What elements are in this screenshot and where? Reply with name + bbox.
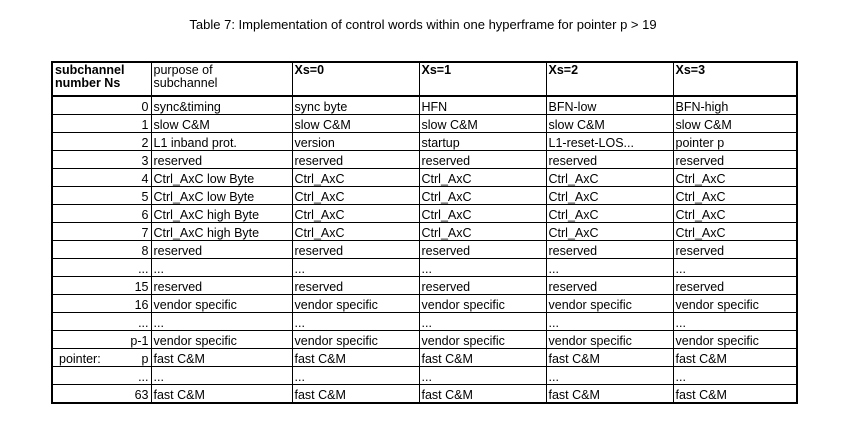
subchannel-number: 15 bbox=[134, 280, 149, 294]
cell-xs0: version bbox=[292, 133, 419, 151]
cell-xs1: reserved bbox=[419, 151, 546, 169]
cell-xs0: Ctrl_AxC bbox=[292, 187, 419, 205]
cell-xs0: ... bbox=[292, 259, 419, 277]
cell-xs0: ... bbox=[292, 367, 419, 385]
subchannel-number: 1 bbox=[141, 118, 149, 132]
cell-xs0: vendor specific bbox=[292, 331, 419, 349]
cell-xs3: vendor specific bbox=[673, 295, 797, 313]
header-xs1: Xs=1 bbox=[419, 62, 546, 96]
cell-xs1: Ctrl_AxC bbox=[419, 169, 546, 187]
cell-xs1: reserved bbox=[419, 241, 546, 259]
cell-xs0: fast C&M bbox=[292, 349, 419, 367]
cell-xs2: Ctrl_AxC bbox=[546, 169, 673, 187]
cell-xs1: HFN bbox=[419, 96, 546, 115]
table-row bbox=[52, 115, 797, 133]
table-row bbox=[52, 349, 797, 367]
subchannel-number: p-1 bbox=[130, 334, 149, 348]
cell-xs3: fast C&M bbox=[673, 385, 797, 404]
cell-xs2: Ctrl_AxC bbox=[546, 205, 673, 223]
cell-xs2: slow C&M bbox=[546, 115, 673, 133]
header-purpose-line1: purpose of bbox=[153, 63, 213, 77]
cell-purpose: ... bbox=[151, 259, 292, 277]
cell-purpose: Ctrl_AxC low Byte bbox=[151, 187, 292, 205]
cell-xs0: Ctrl_AxC bbox=[292, 223, 419, 241]
cell-xs2: Ctrl_AxC bbox=[546, 223, 673, 241]
cell-purpose: reserved bbox=[151, 151, 292, 169]
cell-xs1: ... bbox=[419, 367, 546, 385]
cell-xs2: vendor specific bbox=[546, 331, 673, 349]
subchannel-number: ... bbox=[138, 316, 149, 330]
cell-xs1: fast C&M bbox=[419, 385, 546, 404]
cell-purpose: Ctrl_AxC low Byte bbox=[151, 169, 292, 187]
subchannel-number: 6 bbox=[141, 208, 149, 222]
header-purpose-line2: subchannel bbox=[153, 76, 218, 90]
cell-xs3: slow C&M bbox=[673, 115, 797, 133]
cell-xs2: vendor specific bbox=[546, 295, 673, 313]
cell-purpose: L1 inband prot. bbox=[151, 133, 292, 151]
cell-xs3: fast C&M bbox=[673, 349, 797, 367]
cell-subchannel-number bbox=[52, 187, 151, 205]
header-subchannel-line2: number Ns bbox=[55, 76, 121, 90]
cell-xs0: vendor specific bbox=[292, 295, 419, 313]
header-xs2: Xs=2 bbox=[546, 62, 673, 96]
cell-subchannel-number bbox=[52, 223, 151, 241]
subchannel-number: 5 bbox=[141, 190, 149, 204]
cell-subchannel-number bbox=[52, 331, 151, 349]
cell-purpose: fast C&M bbox=[151, 349, 292, 367]
cell-xs3: vendor specific bbox=[673, 331, 797, 349]
cell-xs2: Ctrl_AxC bbox=[546, 187, 673, 205]
cell-xs3: Ctrl_AxC bbox=[673, 169, 797, 187]
cell-purpose: ... bbox=[151, 313, 292, 331]
cell-xs3: Ctrl_AxC bbox=[673, 223, 797, 241]
table-row bbox=[52, 367, 797, 385]
cell-xs3: Ctrl_AxC bbox=[673, 205, 797, 223]
cell-xs2: L1-reset-LOS... bbox=[546, 133, 673, 151]
header-subchannel-line1: subchannel bbox=[55, 63, 125, 77]
table-caption: Table 7: Implementation of control words within one hyperframe for pointer p > 19 bbox=[189, 17, 657, 32]
cell-xs3: pointer p bbox=[673, 133, 797, 151]
table-row bbox=[52, 331, 797, 349]
subchannel-number: ... bbox=[138, 370, 149, 384]
cell-purpose: vendor specific bbox=[151, 331, 292, 349]
header-xs3: Xs=3 bbox=[673, 62, 797, 96]
cell-subchannel-number bbox=[52, 367, 151, 385]
table-row bbox=[52, 241, 797, 259]
cell-subchannel-number bbox=[52, 277, 151, 295]
cell-purpose: fast C&M bbox=[151, 385, 292, 404]
cell-purpose: vendor specific bbox=[151, 295, 292, 313]
subchannel-number: 16 bbox=[134, 298, 149, 312]
table-row bbox=[52, 96, 797, 115]
cell-xs2: BFN-low bbox=[546, 96, 673, 115]
cell-xs3: BFN-high bbox=[673, 96, 797, 115]
cell-xs2: fast C&M bbox=[546, 385, 673, 404]
table-row bbox=[52, 133, 797, 151]
cell-xs1: Ctrl_AxC bbox=[419, 223, 546, 241]
subchannel-number: 63 bbox=[134, 388, 149, 402]
cell-xs2: reserved bbox=[546, 151, 673, 169]
cell-xs0: Ctrl_AxC bbox=[292, 205, 419, 223]
cell-subchannel-number bbox=[52, 259, 151, 277]
cell-xs1: Ctrl_AxC bbox=[419, 187, 546, 205]
cell-xs2: fast C&M bbox=[546, 349, 673, 367]
subchannel-number: 7 bbox=[141, 226, 149, 240]
cell-xs0: reserved bbox=[292, 277, 419, 295]
cell-subchannel-number bbox=[52, 349, 151, 367]
subchannel-number: 0 bbox=[141, 100, 149, 114]
cell-subchannel-number bbox=[52, 205, 151, 223]
cell-xs1: vendor specific bbox=[419, 331, 546, 349]
control-words-table bbox=[51, 61, 798, 404]
subchannel-number: 8 bbox=[141, 244, 149, 258]
header-purpose bbox=[151, 62, 292, 96]
cell-xs0: ... bbox=[292, 313, 419, 331]
cell-xs0: slow C&M bbox=[292, 115, 419, 133]
cell-subchannel-number bbox=[52, 169, 151, 187]
subchannel-number: 3 bbox=[141, 154, 149, 168]
cell-purpose: slow C&M bbox=[151, 115, 292, 133]
header-xs0: Xs=0 bbox=[292, 62, 419, 96]
cell-subchannel-number bbox=[52, 133, 151, 151]
cell-xs0: fast C&M bbox=[292, 385, 419, 404]
cell-xs1: vendor specific bbox=[419, 295, 546, 313]
cell-xs2: reserved bbox=[546, 277, 673, 295]
cell-xs1: Ctrl_AxC bbox=[419, 205, 546, 223]
table-row bbox=[52, 169, 797, 187]
subchannel-number: 4 bbox=[141, 172, 149, 186]
cell-xs1: fast C&M bbox=[419, 349, 546, 367]
cell-xs3: ... bbox=[673, 313, 797, 331]
cell-subchannel-number bbox=[52, 96, 151, 115]
table-row bbox=[52, 187, 797, 205]
cell-subchannel-number bbox=[52, 313, 151, 331]
table-row bbox=[52, 205, 797, 223]
cell-subchannel-number bbox=[52, 151, 151, 169]
cell-subchannel-number bbox=[52, 115, 151, 133]
cell-xs1: startup bbox=[419, 133, 546, 151]
cell-xs3: ... bbox=[673, 259, 797, 277]
cell-xs2: ... bbox=[546, 259, 673, 277]
table-row bbox=[52, 313, 797, 331]
cell-xs2: ... bbox=[546, 313, 673, 331]
cell-purpose: sync&timing bbox=[151, 96, 292, 115]
subchannel-number: p bbox=[141, 352, 149, 366]
cell-purpose: ... bbox=[151, 367, 292, 385]
cell-xs0: sync byte bbox=[292, 96, 419, 115]
table-row bbox=[52, 277, 797, 295]
header-subchannel-number bbox=[52, 62, 151, 96]
header-row bbox=[52, 62, 797, 96]
cell-subchannel-number bbox=[52, 241, 151, 259]
cell-xs3: reserved bbox=[673, 241, 797, 259]
cell-xs2: ... bbox=[546, 367, 673, 385]
pointer-label: pointer: bbox=[59, 352, 101, 366]
table-row bbox=[52, 151, 797, 169]
cell-purpose: Ctrl_AxC high Byte bbox=[151, 223, 292, 241]
cell-xs0: reserved bbox=[292, 241, 419, 259]
cell-subchannel-number bbox=[52, 295, 151, 313]
table-row bbox=[52, 259, 797, 277]
cell-xs3: Ctrl_AxC bbox=[673, 187, 797, 205]
cell-xs0: reserved bbox=[292, 151, 419, 169]
subchannel-number: ... bbox=[138, 262, 149, 276]
table-row bbox=[52, 295, 797, 313]
cell-xs1: reserved bbox=[419, 277, 546, 295]
table-row bbox=[52, 223, 797, 241]
subchannel-number: 2 bbox=[141, 136, 149, 150]
cell-purpose: reserved bbox=[151, 277, 292, 295]
cell-purpose: reserved bbox=[151, 241, 292, 259]
cell-xs3: ... bbox=[673, 367, 797, 385]
cell-xs0: Ctrl_AxC bbox=[292, 169, 419, 187]
table-row bbox=[52, 385, 797, 404]
cell-xs3: reserved bbox=[673, 151, 797, 169]
cell-xs3: reserved bbox=[673, 277, 797, 295]
cell-xs1: slow C&M bbox=[419, 115, 546, 133]
cell-subchannel-number bbox=[52, 385, 151, 404]
cell-xs1: ... bbox=[419, 313, 546, 331]
cell-xs1: ... bbox=[419, 259, 546, 277]
cell-xs2: reserved bbox=[546, 241, 673, 259]
cell-purpose: Ctrl_AxC high Byte bbox=[151, 205, 292, 223]
